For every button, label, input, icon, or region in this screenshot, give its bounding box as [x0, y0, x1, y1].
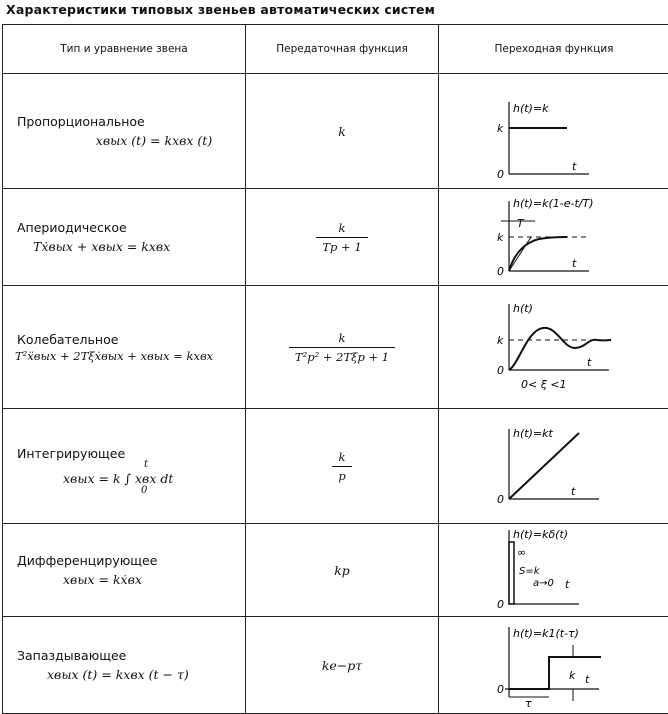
- impulse-pulse: [509, 542, 514, 604]
- graph-width-label: a→0: [533, 578, 554, 589]
- type-cell: [3, 409, 246, 524]
- step-response-graph: [439, 286, 667, 404]
- graph-cell: [439, 189, 668, 286]
- link-name: Дифференцирующее: [3, 553, 245, 568]
- characteristics-table: [2, 24, 668, 714]
- graph-infinity-label: ∞: [517, 546, 526, 559]
- graph-origin-label: 0: [497, 265, 504, 278]
- table-row: [3, 189, 668, 286]
- step-response-graph: [439, 189, 667, 281]
- graph-origin-label: 0: [497, 598, 504, 611]
- type-cell: [3, 617, 246, 714]
- transfer-cell: [246, 74, 439, 189]
- graph-t-label: t: [572, 160, 577, 173]
- graph-label: h(t)=k1(t-τ): [513, 627, 579, 640]
- link-equation: xвых = kẋвх: [3, 572, 245, 587]
- graph-label: h(t)=k: [513, 102, 549, 115]
- graph-origin-label: 0: [497, 683, 504, 696]
- graph-t-label: t: [587, 356, 592, 369]
- page-title: Характеристики типовых звеньев автоматических систем: [6, 2, 435, 17]
- graph-T-label: T: [517, 217, 525, 230]
- transfer-denominator: p: [332, 466, 351, 483]
- transfer-cell: [246, 617, 439, 714]
- graph-cell: [439, 74, 668, 189]
- step-response-graph: [439, 409, 667, 519]
- graph-cell: [439, 286, 668, 409]
- link-name: Апериодическое: [3, 220, 245, 235]
- graph-label: h(t)=k(1-e-t/T): [513, 197, 593, 210]
- transfer-cell: [246, 286, 439, 409]
- graph-k-label: k: [497, 231, 504, 244]
- graph-area-label: S=k: [519, 566, 541, 577]
- link-equation: [3, 471, 245, 486]
- header-step-response: Переходная функция: [439, 25, 668, 74]
- table-row: [3, 617, 668, 714]
- graph-k-label: k: [569, 669, 576, 682]
- graph-t-label: t: [572, 257, 577, 270]
- table-row: [3, 74, 668, 189]
- graph-label: h(t)=kδ(t): [513, 528, 568, 541]
- transfer-numerator: k: [333, 450, 352, 466]
- response-curve: [509, 433, 579, 499]
- transfer-function: k: [338, 124, 346, 139]
- response-curve: [509, 328, 611, 370]
- transfer-cell: [246, 409, 439, 524]
- graph-note: 0< ξ <1: [521, 378, 567, 391]
- graph-t-label: t: [565, 578, 570, 591]
- header-type-equation: Тип и уравнение звена: [3, 25, 246, 74]
- graph-k-label: k: [497, 334, 504, 347]
- graph-t-label: t: [585, 673, 590, 686]
- transfer-cell: [246, 524, 439, 617]
- graph-label: h(t)=kt: [513, 427, 553, 440]
- table-row: [3, 524, 668, 617]
- step-response-graph: [439, 617, 667, 709]
- table-row: [3, 409, 668, 524]
- graph-origin-label: 0: [497, 493, 504, 506]
- step-response-graph: [439, 524, 667, 612]
- response-curve: [509, 237, 567, 271]
- graph-cell: [439, 617, 668, 714]
- integral-upper-limit: t: [144, 459, 148, 470]
- graph-cell: [439, 409, 668, 524]
- transfer-denominator: Tp + 1: [316, 237, 367, 254]
- link-equation: Tẋвых + xвых = kxвх: [3, 239, 245, 254]
- link-equation: xвых (t) = kxвх (t): [3, 133, 245, 148]
- link-name: Интегрирующее: [3, 446, 245, 461]
- link-name: Пропорциональное: [3, 114, 245, 129]
- graph-origin-label: 0: [497, 364, 504, 377]
- graph-k-label: k: [497, 122, 504, 135]
- transfer-function: [316, 221, 367, 254]
- transfer-denominator: T²p² + 2Tξp + 1: [289, 347, 395, 364]
- graph-label: h(t): [513, 302, 533, 315]
- transfer-numerator: k: [333, 331, 352, 347]
- transfer-function: [332, 450, 351, 483]
- link-equation: xвых (t) = kxвх (t − τ): [3, 667, 245, 682]
- type-cell: [3, 524, 246, 617]
- graph-t-label: t: [571, 485, 576, 498]
- transfer-function: kp: [334, 563, 350, 578]
- graph-origin-label: 0: [497, 168, 504, 181]
- tangent-line: [509, 237, 531, 271]
- type-cell: [3, 189, 246, 286]
- transfer-function: [289, 331, 395, 364]
- graph-cell: [439, 524, 668, 617]
- type-cell: [3, 286, 246, 409]
- transfer-cell: [246, 189, 439, 286]
- integral-lower-limit: 0: [141, 485, 147, 496]
- type-cell: [3, 74, 246, 189]
- transfer-function: ke−pτ: [322, 658, 362, 673]
- link-name: Запаздывающее: [3, 648, 245, 663]
- transfer-numerator: k: [333, 221, 352, 237]
- link-equation: T²ẍвых + 2Tξẋвых + xвых = kxвх: [3, 349, 245, 363]
- graph-tau-label: τ: [525, 697, 532, 709]
- equation-text: xвых = k ∫ xвх dt: [63, 471, 173, 486]
- table-row: [3, 286, 668, 409]
- header-row: [3, 25, 668, 74]
- link-name: Колебательное: [3, 332, 245, 347]
- header-transfer-function: Передаточная функция: [246, 25, 439, 74]
- step-response-graph: [439, 74, 667, 184]
